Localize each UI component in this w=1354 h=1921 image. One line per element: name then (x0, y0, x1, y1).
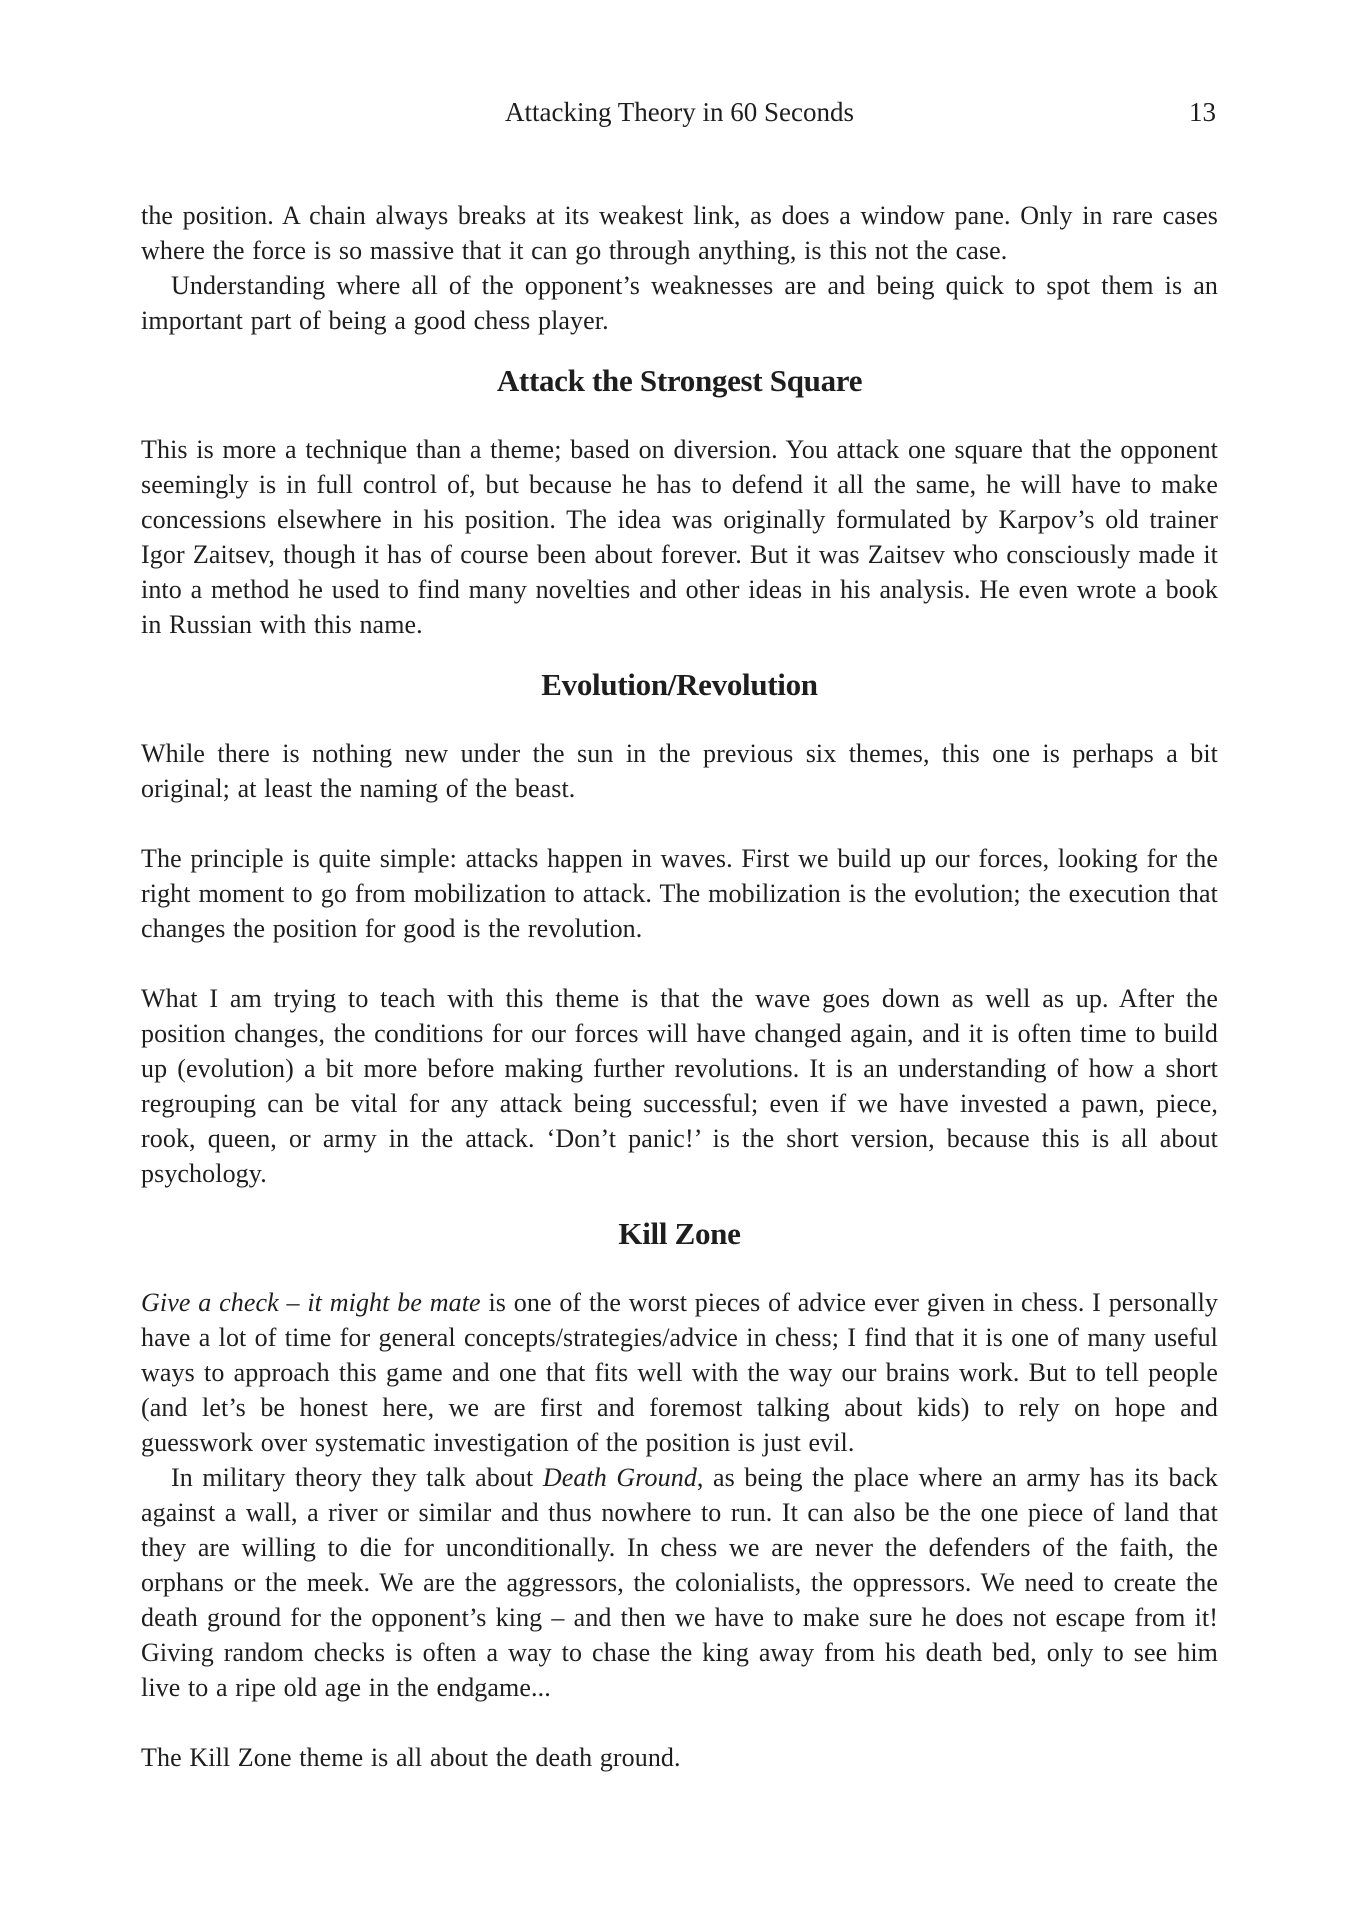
paragraph-death-ground-post: , as being the place where an army has its back against a wall, a river or similar and thus nowhere to run. It can also be the one piece of land that they are willing to die for unconditionally. In chess we are never the defenders of the faith, the orphans or the meek. We are the aggressors, the colonialists, the oppressors. We need to create the death ground for the opponent’s king – and then we have to make sure he does not escape from it! Giving random checks is often a way to chase the king away from his death bed, only to see him live to a ripe old age in the endgame... (141, 1463, 1218, 1702)
paragraph-wave-goes-down: What I am trying to teach with this theme is that the wave goes down as well as up. After the position changes, the conditions for our forces will have changed again, and it is often time to build up (evolution) a bit more before making further revolutions. It is an understanding of how a short regrouping can be vital for any attack being successful; even if we have invested a pawn, piece, rook, queen, or army in the attack. ‘Don’t panic!’ is the short version, because this is all about psychology. (141, 984, 1218, 1188)
text-column (141, 95, 1218, 1775)
paragraph-weakest-link: the position. A chain always breaks at its weakest link, as does a window pane. Only in rare cases where the force is so massive that it can go through anything, is this not the case. (141, 201, 1218, 265)
paragraph-give-a-check-rest: is one of the worst pieces of advice ever given in chess. I personally have a lot of time for general concepts/strategies/advice in chess; I find that it is one of many useful ways to approach this game and one that fits well with the way our brains work. But to tell people (and let’s be honest here, we are first and foremost talking about kids) to rely on hope and guesswork over systematic investigation of the position is just evil. (141, 1288, 1219, 1457)
paragraph-kill-zone-summary: The Kill Zone theme is all about the death ground. (141, 1743, 681, 1772)
section-heading-evolution-revolution: Evolution/Revolution (541, 667, 818, 702)
section-heading-kill-zone: Kill Zone (618, 1216, 741, 1251)
paragraph-understanding-weaknesses: Understanding where all of the opponent’s weaknesses are and being quick to spot them is an important part of being a good chess player. (141, 271, 1218, 335)
italic-death-ground-phrase: Death Ground (542, 1463, 697, 1492)
section-heading-attack-the-strongest-square: Attack the Strongest Square (496, 363, 863, 398)
running-header (141, 95, 1218, 130)
paragraph-technique-diversion: This is more a technique than a theme; based on diversion. You attack one square that the opponent seemingly is in full control of, but because he has to defend it all the same, he will have to make concessions elsewhere in his position. The idea was originally formulated by Karpov’s old trainer Igor Zaitsev, though it has of course been about forever. But it was Zaitsev who consciously made it into a method he used to find many novelties and other ideas in his analysis. He even wrote a book in Russian with this name. (141, 435, 1218, 639)
paragraph-give-a-check (141, 1285, 1218, 1460)
italic-give-a-check-phrase: Give a check – it might be mate (141, 1288, 481, 1317)
page-number: 13 (1189, 97, 1216, 127)
paragraph-nothing-new-under-sun: While there is nothing new under the sun in the previous six themes, this one is perhaps a bit original; at least the naming of the beast. (141, 739, 1218, 803)
running-header-title: Attacking Theory in 60 Seconds (505, 97, 854, 127)
paragraph-death-ground-pre: In military theory they talk about (171, 1463, 543, 1492)
paragraph-death-ground (141, 1460, 1218, 1705)
paragraph-attacks-happen-in-waves: The principle is quite simple: attacks happen in waves. First we build up our forces, looking for the right moment to go from mobilization to attack. The mobilization is the evolution; the execution that changes the position for good is the revolution. (141, 844, 1218, 943)
